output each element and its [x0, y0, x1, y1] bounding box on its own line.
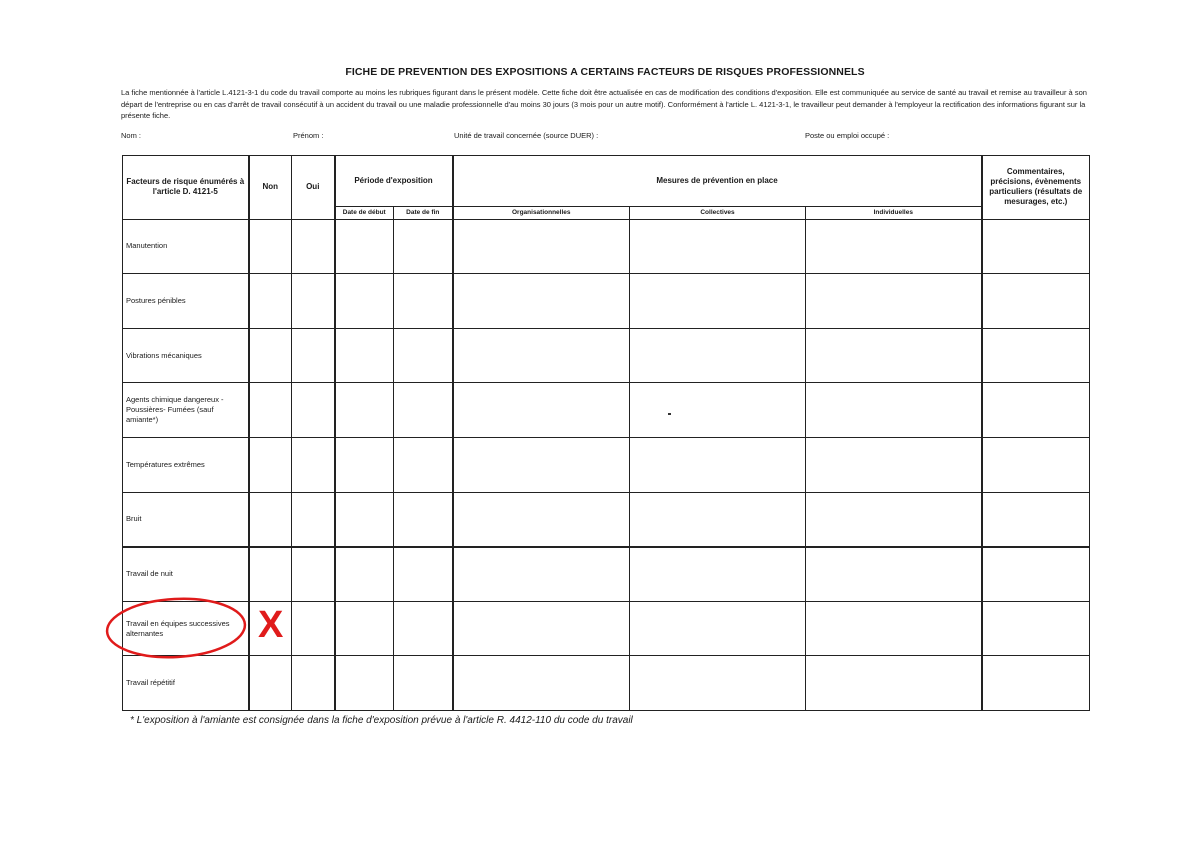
cell-individuelles[interactable]: [806, 656, 982, 711]
cell-non[interactable]: [249, 383, 292, 438]
cell-oui[interactable]: [292, 656, 335, 711]
cell-date-fin[interactable]: [394, 219, 453, 274]
table-row: [123, 656, 1090, 711]
cell-oui[interactable]: [292, 328, 335, 383]
table-row: [123, 328, 1090, 383]
field-nom-label: Nom :: [121, 131, 142, 140]
cell-organisationnelles[interactable]: [453, 547, 630, 602]
cell-organisationnelles[interactable]: [453, 328, 630, 383]
cell-individuelles[interactable]: [806, 492, 982, 547]
cell-commentaires[interactable]: [982, 274, 1090, 329]
header-date-fin: Date de fin: [394, 206, 453, 219]
cell-individuelles[interactable]: [806, 274, 982, 329]
scan-speck: [668, 413, 671, 415]
cell-date-debut[interactable]: [335, 547, 394, 602]
cell-non[interactable]: [249, 547, 292, 602]
row-label-travail-equipes: Travail en équipes successives alternantes: [123, 601, 249, 656]
field-prenom-label: Prénom :: [293, 131, 324, 140]
header-individuelles: Individuelles: [806, 206, 982, 219]
row-label-agents-chimiques: Agents chimique dangereux - Poussières- Fumées (sauf amiante*): [123, 383, 249, 438]
cell-date-fin[interactable]: [394, 601, 453, 656]
handwritten-x-mark: X: [258, 604, 284, 646]
header-periode: Période d'exposition: [335, 156, 453, 207]
cell-date-debut[interactable]: [335, 656, 394, 711]
cell-date-debut[interactable]: [335, 383, 394, 438]
cell-date-fin[interactable]: [394, 383, 453, 438]
cell-organisationnelles[interactable]: [453, 383, 630, 438]
cell-date-fin[interactable]: [394, 274, 453, 329]
row-label-vibrations: Vibrations mécaniques: [123, 328, 249, 383]
cell-date-debut[interactable]: [335, 437, 394, 492]
row-label-postures: Postures pénibles: [123, 274, 249, 329]
cell-organisationnelles[interactable]: [453, 219, 630, 274]
cell-individuelles[interactable]: [806, 437, 982, 492]
cell-oui[interactable]: [292, 601, 335, 656]
cell-collectives[interactable]: [630, 547, 806, 602]
cell-commentaires[interactable]: [982, 656, 1090, 711]
intro-paragraph: La fiche mentionnée à l'article L.4121-3-1 du code du travail comporte au moins les rubriques figurant dans le présent modèle. Cette fiche doit être actualisée en cas de modification des conditions d'exposition. Elle est communiquée au service de santé au travail et remise au travailleur à son départ de l'entreprise ou en cas d'arrêt de travail consécutif à un accident du travail ou une maladie professionnelle d'au moins 30 jours (3 mois pour un autre motif). Conformément à l'article L. 4121-3-1, le travailleur peut demander à l'employeur la rectification des informations figurant sur la présente fiche.: [121, 88, 1087, 120]
cell-oui[interactable]: [292, 274, 335, 329]
cell-oui[interactable]: [292, 383, 335, 438]
row-label-travail-repetitif: Travail répétitif: [123, 656, 249, 711]
cell-individuelles[interactable]: [806, 601, 982, 656]
cell-date-fin[interactable]: [394, 437, 453, 492]
cell-commentaires[interactable]: [982, 601, 1090, 656]
field-poste-label: Poste ou emploi occupé :: [805, 131, 890, 140]
table-row: [123, 219, 1090, 274]
cell-collectives[interactable]: [630, 437, 806, 492]
cell-commentaires[interactable]: [982, 547, 1090, 602]
table-row: [123, 383, 1090, 438]
cell-date-fin[interactable]: [394, 547, 453, 602]
header-mesures: Mesures de prévention en place: [453, 156, 982, 207]
row-label-bruit: Bruit: [123, 492, 249, 547]
cell-commentaires[interactable]: [982, 219, 1090, 274]
cell-commentaires[interactable]: [982, 437, 1090, 492]
table-row: [123, 437, 1090, 492]
header-oui: Oui: [292, 156, 335, 220]
cell-non[interactable]: [249, 492, 292, 547]
cell-organisationnelles[interactable]: [453, 492, 630, 547]
cell-date-debut[interactable]: [335, 492, 394, 547]
cell-commentaires[interactable]: [982, 492, 1090, 547]
cell-date-fin[interactable]: [394, 328, 453, 383]
cell-date-debut[interactable]: [335, 219, 394, 274]
table-row: [123, 492, 1090, 547]
cell-date-fin[interactable]: [394, 656, 453, 711]
cell-commentaires[interactable]: [982, 383, 1090, 438]
cell-individuelles[interactable]: [806, 219, 982, 274]
cell-date-debut[interactable]: [335, 328, 394, 383]
cell-collectives[interactable]: [630, 656, 806, 711]
cell-individuelles[interactable]: [806, 328, 982, 383]
cell-date-debut[interactable]: [335, 274, 394, 329]
header-organisationnelles: Organisationnelles: [453, 206, 630, 219]
table-row: [123, 547, 1090, 602]
cell-oui[interactable]: [292, 437, 335, 492]
cell-individuelles[interactable]: [806, 383, 982, 438]
cell-collectives[interactable]: [630, 601, 806, 656]
cell-non[interactable]: [249, 219, 292, 274]
cell-oui[interactable]: [292, 547, 335, 602]
cell-collectives[interactable]: [630, 219, 806, 274]
cell-organisationnelles[interactable]: [453, 601, 630, 656]
header-commentaires: Commentaires, précisions, évènements particuliers (résultats de mesurages, etc.): [982, 156, 1090, 220]
cell-collectives[interactable]: [630, 328, 806, 383]
row-label-temperatures: Températures extrêmes: [123, 437, 249, 492]
cell-oui[interactable]: [292, 219, 335, 274]
cell-non[interactable]: [249, 437, 292, 492]
field-unite-label: Unité de travail concernée (source DUER) :: [454, 131, 599, 140]
cell-organisationnelles[interactable]: [453, 656, 630, 711]
header-facteurs: Facteurs de risque énumérés à l'article D. 4121-5: [123, 156, 249, 220]
cell-organisationnelles[interactable]: [453, 274, 630, 329]
row-label-manutention: Manutention: [123, 219, 249, 274]
cell-collectives[interactable]: [630, 492, 806, 547]
document-title: FICHE DE PREVENTION DES EXPOSITIONS A CERTAINS FACTEURS DE RISQUES PROFESSIONNELS: [345, 66, 865, 78]
cell-oui[interactable]: [292, 492, 335, 547]
cell-collectives[interactable]: [630, 274, 806, 329]
cell-date-fin[interactable]: [394, 492, 453, 547]
header-date-debut: Date de début: [335, 206, 394, 219]
cell-individuelles[interactable]: [806, 547, 982, 602]
table-row: [123, 274, 1090, 329]
cell-organisationnelles[interactable]: [453, 437, 630, 492]
footnote-amiante: * L'exposition à l'amiante est consignée dans la fiche d'exposition prévue à l'article R. 4412-110 du code du travail: [130, 715, 633, 726]
cell-non[interactable]: [249, 274, 292, 329]
cell-non[interactable]: [249, 328, 292, 383]
cell-non[interactable]: [249, 656, 292, 711]
cell-commentaires[interactable]: [982, 328, 1090, 383]
cell-collectives[interactable]: [630, 383, 806, 438]
cell-date-debut[interactable]: [335, 601, 394, 656]
header-collectives: Collectives: [630, 206, 806, 219]
header-non: Non: [249, 156, 292, 220]
row-label-travail-nuit: Travail de nuit: [123, 547, 249, 602]
